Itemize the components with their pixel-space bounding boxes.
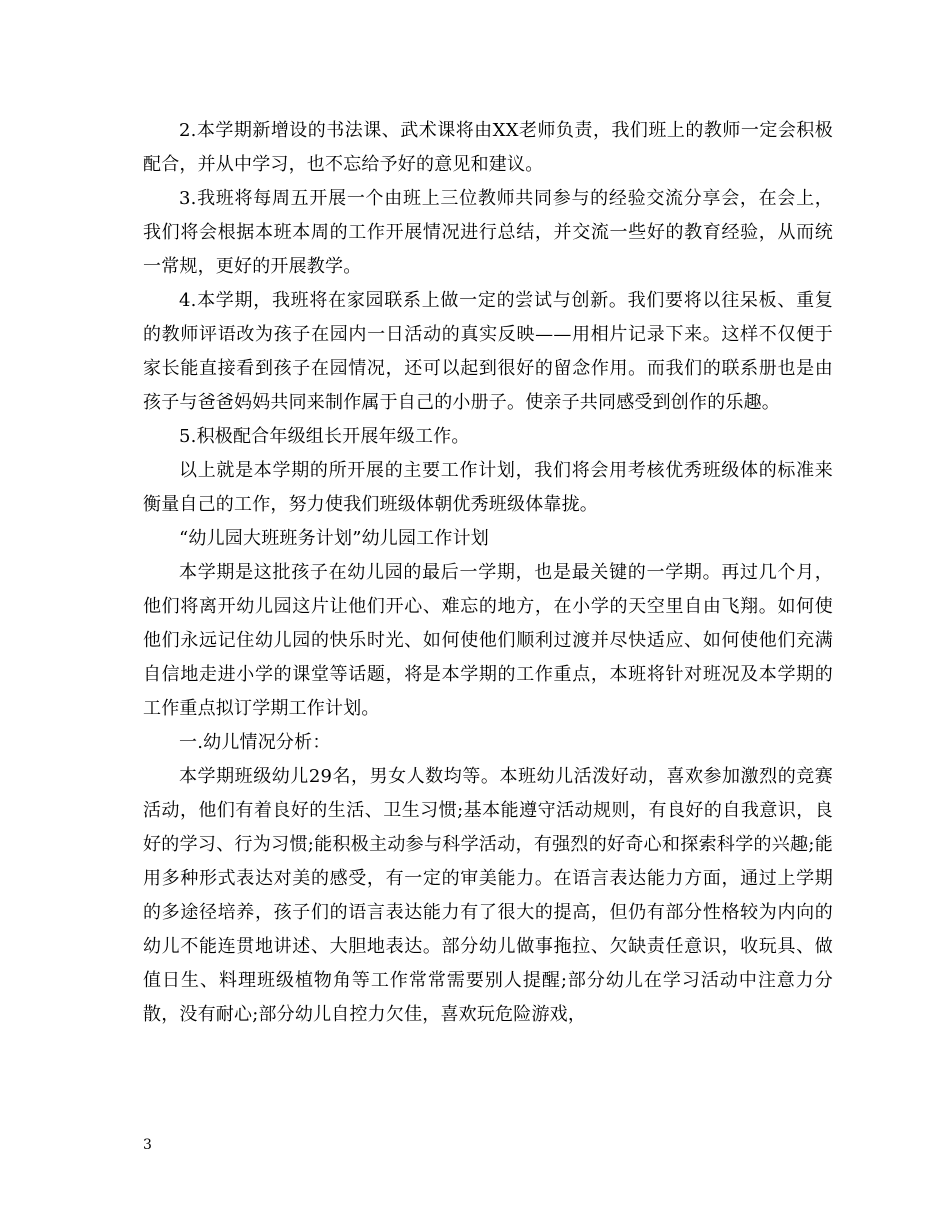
paragraph-intro: 本学期是这批孩子在幼儿园的最后一学期，也是最关键的一学期。再过几个月，他们将离开幼儿园这片让他们开心、难忘的地方，在小学的天空里自由飞翔。如何使他们永远记住幼儿园的快乐时光、如何使他们顺利过渡并尽快适应、如何使他们充满自信地走进小学的课堂等话题，将是本学期的工作重点，本班将针对班况及本学期的工作重点拟订学期工作计划。 bbox=[143, 562, 833, 719]
paragraph-item-2: 2.本学期新增设的书法课、武术课将由XX老师负责，我们班上的教师一定会积极配合，并从中学习，也不忘给予好的意见和建议。 bbox=[143, 120, 833, 175]
subsection-heading: 一.幼儿情况分析： bbox=[179, 732, 331, 753]
document-body bbox=[143, 114, 833, 1032]
page-number: 3 bbox=[143, 1137, 152, 1153]
paragraph-item-5: 5.积极配合年级组长开展年级工作。 bbox=[179, 426, 470, 447]
paragraph-summary: 以上就是本学期的所开展的主要工作计划，我们将会用考核优秀班级体的标准来衡量自己的工作，努力使我们班级体朝优秀班级体靠拢。 bbox=[143, 460, 833, 515]
paragraph-analysis: 本学期班级幼儿29名，男女人数均等。本班幼儿活泼好动，喜欢参加激烈的竞赛活动，他们有着良好的生活、卫生习惯;基本能遵守活动规则，有良好的自我意识，良好的学习、行为习惯;能积极主动参与科学活动，有强烈的好奇心和探索科学的兴趣;能用多种形式表达对美的感受，有一定的审美能力。在语言表达能力方面，通过上学期的多途径培养，孩子们的语言表达能力有了很大的提高，但仍有部分性格较为内向的幼儿不能连贯地讲述、大胆地表达。部分幼儿做事拖拉、欠缺责任意识，收玩具、做值日生、料理班级植物角等工作常常需要别人提醒;部分幼儿在学习活动中注意力分散，没有耐心;部分幼儿自控力欠佳，喜欢玩危险游戏， bbox=[143, 766, 833, 1025]
section-title: “幼儿园大班班务计划”幼儿园工作计划 bbox=[179, 528, 490, 549]
paragraph-item-3: 3.我班将每周五开展一个由班上三位教师共同参与的经验交流分享会，在会上，我们将会根据本班本周的工作开展情况进行总结，并交流一些好的教育经验，从而统一常规，更好的开展教学。 bbox=[143, 188, 833, 277]
paragraph-item-4: 4.本学期，我班将在家园联系上做一定的尝试与创新。我们要将以往呆板、重复的教师评语改为孩子在园内一日活动的真实反映——用相片记录下来。这样不仅便于家长能直接看到孩子在园情况，还可以起到很好的留念作用。而我们的联系册也是由孩子与爸爸妈妈共同来制作属于自己的小册子。使亲子共同感受到创作的乐趣。 bbox=[143, 290, 833, 413]
